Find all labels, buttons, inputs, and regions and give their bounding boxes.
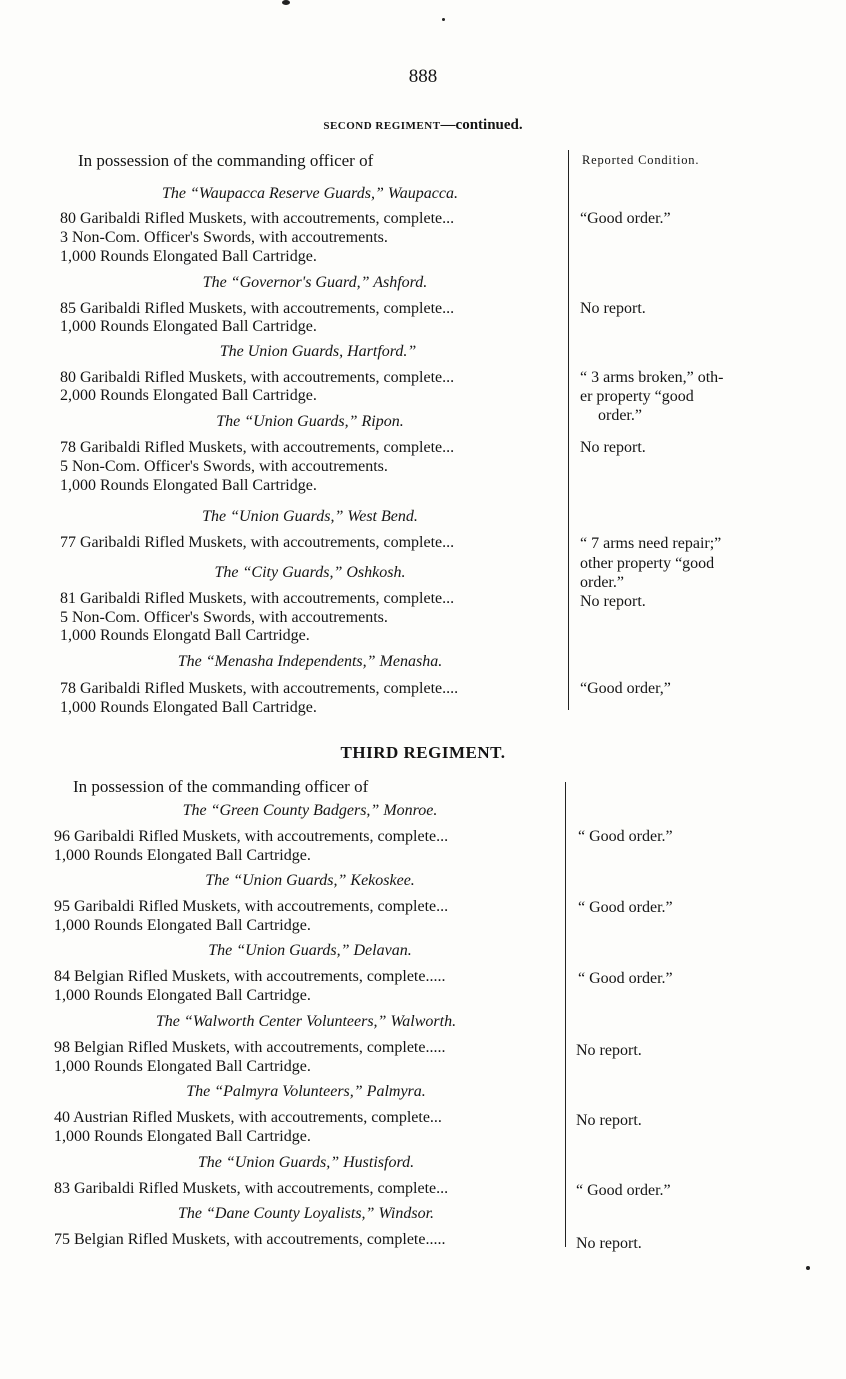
condition-text: order.” (598, 407, 642, 424)
company-name: The “Green County Badgers,” Monroe. (182, 802, 438, 819)
condition-text: “ Good order.” (578, 899, 673, 916)
item-line: 40 Austrian Rifled Muskets, with accoutrements, complete... (54, 1109, 442, 1126)
running-head-suffix: —continued. (440, 117, 523, 133)
condition-text: er property “good (580, 388, 694, 405)
section-title: THIRD REGIMENT. (340, 743, 506, 762)
item-line: 1,000 Rounds Elongated Ball Cartridge. (54, 987, 311, 1004)
company-name: The “Union Guards,” Kekoskee. (205, 872, 415, 889)
column-header-condition: Reported Condition. (582, 153, 700, 167)
condition-text: No report. (576, 1112, 642, 1129)
company-name: The “Union Guards,” Ripon. (216, 413, 404, 430)
condition-text: No report. (580, 593, 646, 610)
company-name: The “Union Guards,” Hustisford. (197, 1154, 415, 1171)
running-head (0, 117, 846, 134)
company-name: The “Menasha Independents,” Menasha. (177, 653, 443, 670)
item-line: 1,000 Rounds Elongated Ball Cartridge. (60, 477, 317, 494)
item-line: 5 Non-Com. Officer's Swords, with accoutrements. (60, 458, 388, 475)
company-name: The “Union Guards,” Delavan. (208, 942, 412, 959)
condition-text: “ Good order.” (578, 970, 673, 987)
item-line: 81 Garibaldi Rifled Muskets, with accoutrements, complete... (60, 590, 455, 607)
item-line: 83 Garibaldi Rifled Muskets, with accoutrements, complete... (54, 1180, 449, 1197)
ink-speck (282, 0, 290, 5)
section-intro: In possession of the commanding officer of (78, 151, 374, 170)
item-line: 95 Garibaldi Rifled Muskets, with accoutrements, complete... (54, 898, 449, 915)
ink-speck (806, 1266, 810, 1270)
condition-text: No report. (580, 300, 646, 317)
company-name: The “Dane County Loyalists,” Windsor. (177, 1205, 435, 1222)
company-name: The “Walworth Center Volunteers,” Walworth. (155, 1013, 457, 1030)
item-line: 80 Garibaldi Rifled Muskets, with accoutrements, complete... (60, 369, 455, 386)
item-line: 1,000 Rounds Elongated Ball Cartridge. (60, 248, 317, 265)
condition-text: “Good order,” (580, 680, 671, 697)
company-name: The “Union Guards,” West Bend. (202, 508, 418, 525)
condition-text: “Good order.” (580, 210, 671, 227)
condition-text: “ Good order.” (576, 1182, 671, 1199)
item-line: 1,000 Rounds Elongated Ball Cartridge. (60, 699, 317, 716)
item-line: 77 Garibaldi Rifled Muskets, with accoutrements, complete... (60, 534, 455, 551)
company-name: The “Governor's Guard,” Ashford. (202, 274, 428, 291)
item-line: 98 Belgian Rifled Muskets, with accoutrements, complete..... (54, 1039, 446, 1056)
item-line: 75 Belgian Rifled Muskets, with accoutrements, complete..... (54, 1231, 446, 1248)
ink-speck (442, 18, 445, 21)
item-line: 1,000 Rounds Elongated Ball Cartridge. (54, 1058, 311, 1075)
company-name: The Union Guards, Hartford.” (219, 343, 417, 360)
condition-text: No report. (576, 1235, 642, 1252)
item-line: 96 Garibaldi Rifled Muskets, with accoutrements, complete... (54, 828, 449, 845)
section-intro: In possession of the commanding officer of (73, 777, 369, 796)
company-name: The “Palmyra Volunteers,” Palmyra. (186, 1083, 426, 1100)
condition-text: “ Good order.” (578, 828, 673, 845)
company-name: The “City Guards,” Oshkosh. (214, 564, 406, 581)
condition-text: No report. (580, 439, 646, 456)
condition-text: other property “good (580, 555, 715, 572)
item-line: 5 Non-Com. Officer's Swords, with accoutrements. (60, 609, 388, 626)
item-line: 85 Garibaldi Rifled Muskets, with accoutrements, complete... (60, 300, 455, 317)
item-line: 2,000 Rounds Elongated Ball Cartridge. (60, 387, 317, 404)
item-line: 80 Garibaldi Rifled Muskets, with accoutrements, complete... (60, 210, 455, 227)
condition-text: “ 7 arms need repair;” (580, 535, 722, 552)
running-head-main: SECOND REGIMENT (323, 120, 441, 132)
page-number: 888 (408, 66, 438, 87)
item-line: 1,000 Rounds Elongated Ball Cartridge. (54, 1128, 311, 1145)
condition-text: order.” (580, 574, 624, 591)
item-line: 78 Garibaldi Rifled Muskets, with accoutrements, complete... (60, 439, 455, 456)
item-line: 1,000 Rounds Elongated Ball Cartridge. (54, 847, 311, 864)
item-line: 3 Non-Com. Officer's Swords, with accoutrements. (60, 229, 388, 246)
company-name: The “Waupacca Reserve Guards,” Waupacca. (162, 185, 458, 202)
item-line: 1,000 Rounds Elongated Ball Cartridge. (60, 318, 317, 335)
item-line: 1,000 Rounds Elongated Ball Cartridge. (54, 917, 311, 934)
item-line: 84 Belgian Rifled Muskets, with accoutrements, complete..... (54, 968, 446, 985)
item-line: 1,000 Rounds Elongatd Ball Cartridge. (60, 627, 310, 644)
item-line: 78 Garibaldi Rifled Muskets, with accoutrements, complete.... (60, 680, 459, 697)
condition-text: “ 3 arms broken,” oth- (580, 369, 724, 386)
condition-text: No report. (576, 1042, 642, 1059)
